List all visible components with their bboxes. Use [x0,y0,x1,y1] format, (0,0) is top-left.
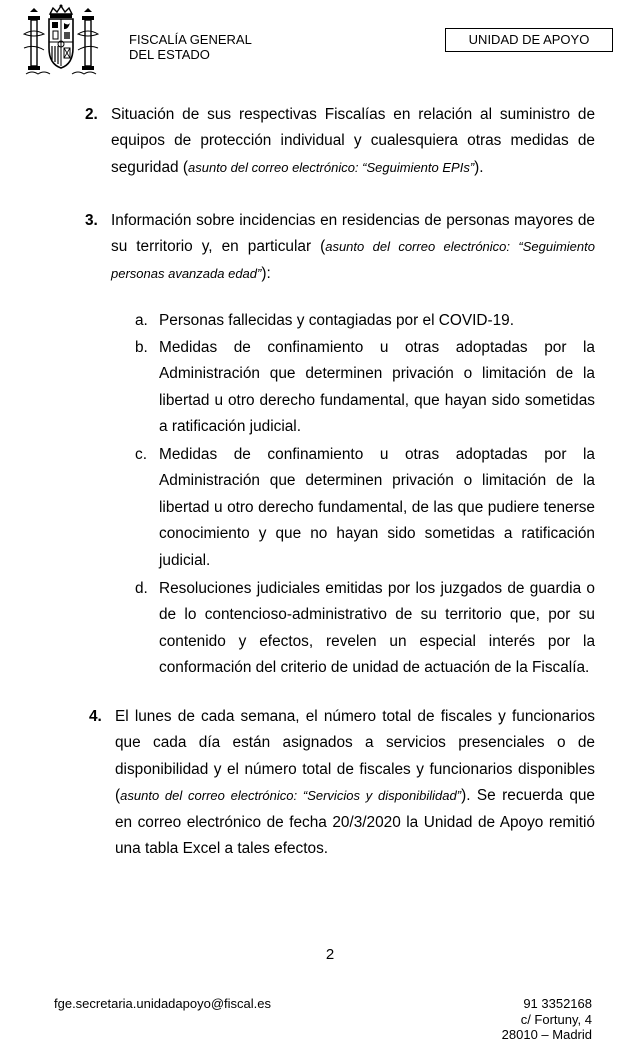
list-item-3 [85,208,595,287]
item-text-end: ): [261,264,271,282]
item-emphasis: asunto del correo electrónico: “Seguimiento personas avanzada edad” [111,239,595,281]
sub-item-letter: c. [135,446,147,463]
sub-item-text: Personas fallecidas y contagiadas por el COVID-19. [159,312,515,329]
item-number: 2. [85,106,98,123]
sub-item-text: Resoluciones judiciales emitidas por los juzgados de guardia o de lo contencioso-administrativo de su territorio que, por su contenido y efectos, revelen un especial interés por la conformación del criterio de unidad de actuación de la Fiscalía. [159,580,595,677]
list-item-2 [85,102,595,181]
sub-item-d [135,576,595,682]
sub-item-letter: d. [135,580,148,597]
item-text-end: ). Se recuerda que en correo electrónico de fecha 20/3/2020 la Unidad de Apoyo remitió una tabla Excel a tales efectos. [115,787,595,858]
item-text: Situación de sus respectivas Fiscalías en relación al suministro de equipos de protección individual y cualesquiera otras medidas de seguridad ( [111,106,595,176]
item-emphasis: asunto del correo electrónico: “Seguimiento EPIs” [188,159,475,175]
item-emphasis: asunto del correo electrónico: “Servicios y disponibilidad” [120,788,462,804]
organization-line-1: FISCALÍA GENERAL [129,32,252,47]
coat-of-arms-icon [22,4,100,76]
unit-label-box: UNIDAD DE APOYO [445,28,613,52]
page-number: 2 [325,946,335,963]
footer-email: fge.secretaria.unidadapoyo@fiscal.es [54,996,271,1011]
sub-item-letter: a. [135,312,148,329]
sub-item-letter: b. [135,339,148,356]
sub-item-b [135,335,595,441]
organization-name [129,32,252,62]
sub-item-a [135,308,595,334]
item-number: 4. [89,708,102,725]
organization-line-2: DEL ESTADO [129,47,210,62]
item-number: 3. [85,212,98,229]
footer-city: 28010 – Madrid [501,1027,592,1042]
list-item-4 [89,704,595,862]
sub-item-text: Medidas de confinamiento u otras adoptadas por la Administración que determinen privación o limitación de la libertad u otro derecho fundamental, que hayan sido sometidas a ratificación judicial. [159,339,595,436]
footer-street: c/ Fortuny, 4 [520,1011,592,1027]
item-text: El lunes de cada semana, el número total de fiscales y funcionarios que cada día están asignados a servicios presenciales o de disponibilidad y el número total de fiscales y funcionarios disponibles ( [115,708,595,805]
item-text: Información sobre incidencias en residencias de personas mayores de su territorio y, en particular ( [111,212,595,256]
sub-item-c [135,442,595,574]
footer-phone: 91 3352168 [523,996,592,1011]
sub-item-text: Medidas de confinamiento u otras adoptadas por la Administración que determinen privación o limitación de la libertad u otro derecho fundamental, de las que pudiere tenerse conocimiento y que no hayan sido sometidas a ratificación judicial. [159,446,595,569]
footer-address [502,996,592,1043]
item-text-end: ). [474,158,484,176]
